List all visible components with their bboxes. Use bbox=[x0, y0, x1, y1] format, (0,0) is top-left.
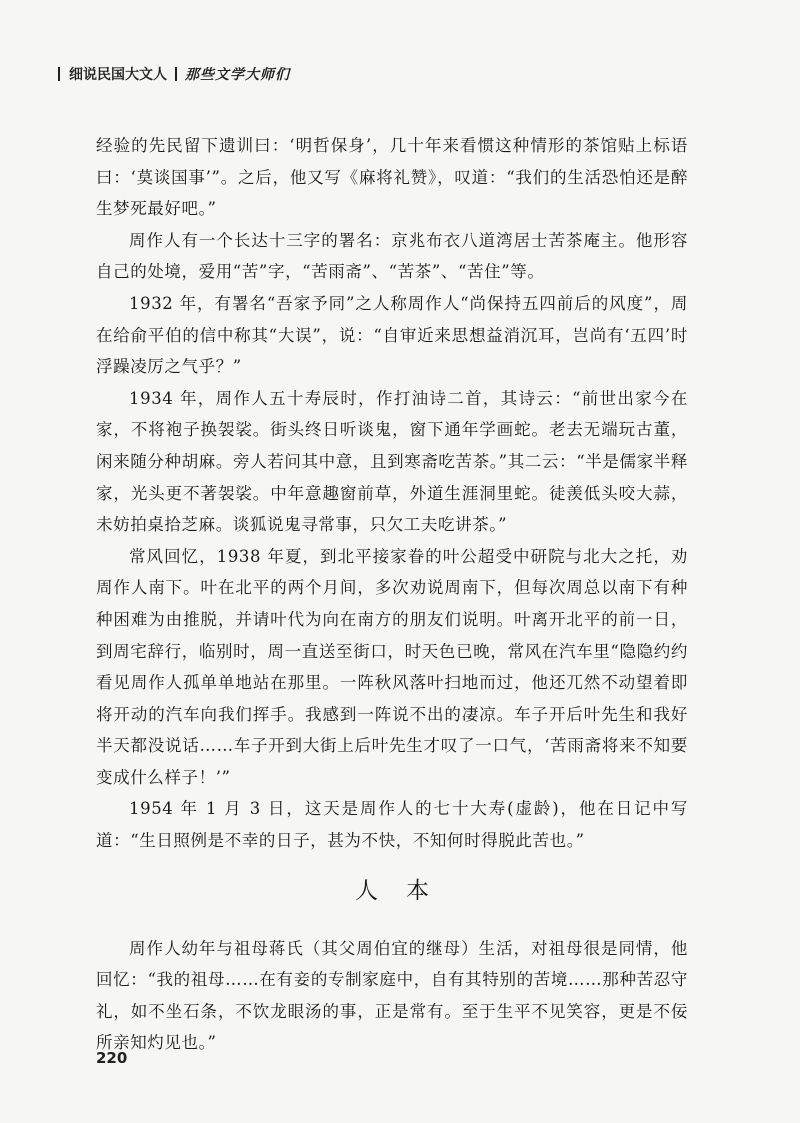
paragraph: 周作人幼年与祖母蒋氏（其父周伯宜的继母）生活，对祖母很是同情，他回忆：“我的祖母……在有妾的专制家庭中，自有其特别的苦境……那种苦忍守礼，如不坐石条，不饮龙眼汤的事，正是常有。至于生平不见笑容，更是不佞所亲知灼见也。” bbox=[96, 938, 688, 1053]
page-body bbox=[96, 130, 688, 1059]
paragraph: 1934 年，周作人五十寿辰时，作打油诗二首，其诗云：“前世出家今在家，不将袍子换袈裟。街头终日听谈鬼，窗下通年学画蛇。老去无端玩古董，闲来随分种胡麻。旁人若问其中意，且到寒斋吃苦茶。”其二云：“半是儒家半释家，光头更不著袈裟。中年意趣窗前草，外道生涯洞里蛇。徒羡低头咬大蒜，未妨拍桌拾芝麻。谈狐说鬼寻常事，只欠工夫吃讲茶。” bbox=[96, 388, 688, 535]
paragraph: 常风回忆，1938 年夏，到北平接家眷的叶公超受中研院与北大之托，劝周作人南下。叶在北平的两个月间，多次劝说周南下，但每次周总以南下有种种困难为由推脱，并请叶代为向在南方的朋友们说明。叶离开北平的前一日，到周宅辞行，临别时，周一直送至街口，时天色已晚，常风在汽车里“隐隐约约看见周作人孤单单地站在那里。一阵秋风落叶扫地而过，他还兀然不动望着即将开动的汽车向我们挥手。我感到一阵说不出的凄凉。车子开后叶先生和我好半天都没说话……车子开到大街上后叶先生才叹了一口气，‘苦雨斋将来不知要变成什么样子！’” bbox=[96, 546, 688, 787]
page-number: 220 bbox=[96, 1049, 128, 1067]
paragraph: 周作人有一个长达十三字的署名：京兆布衣八道湾居士苦茶庵主。他形容自己的处境，爱用“苦”字，“苦雨斋”、“苦茶”、“苦住”等。 bbox=[96, 230, 688, 282]
section-heading: 人本 bbox=[355, 877, 457, 904]
book-title: 细说民国大文人 bbox=[69, 67, 167, 83]
header-divider-bar bbox=[58, 67, 60, 81]
book-subtitle: 那些文学大师们 bbox=[185, 67, 290, 83]
running-header bbox=[58, 64, 290, 84]
paragraph: 1932 年，有署名“吾家予同”之人称周作人“尚保持五四前后的风度”，周在给俞平伯的信中称其“大误”，说：“自审近来思想益消沉耳，岂尚有‘五四’时浮躁凌厉之气乎？” bbox=[96, 293, 688, 377]
paragraph: 经验的先民留下遗训曰：‘明哲保身’，几十年来看惯这种情形的茶馆贴上标语曰：‘莫谈国事’”。之后，他又写《麻将礼赞》，叹道：“我们的生活恐怕还是醉生梦死最好吧。” bbox=[96, 136, 688, 219]
paragraph: 1954 年 1 月 3 日，这天是周作人的七十大寿(虚龄)，他在日记中写道：“生日照例是不幸的日子，甚为不快，不知何时得脱此苦也。” bbox=[96, 799, 688, 851]
paragraphs-after-heading bbox=[96, 933, 688, 1059]
header-divider-bar bbox=[175, 67, 177, 81]
paragraphs-before-heading bbox=[96, 130, 688, 857]
